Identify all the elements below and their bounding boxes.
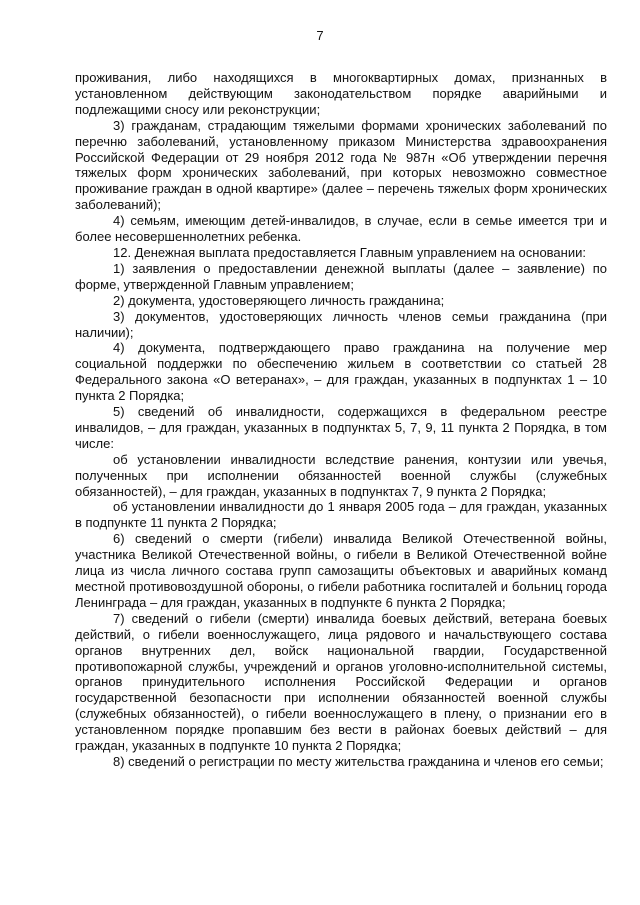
paragraph-continuation: проживания, либо находящихся в многоквартирных домах, признанных в установленном действующим законодательством порядке аварийными и подлежащими сносу или реконструкции; [75, 70, 607, 117]
paragraph-subitem-3: 3) документов, удостоверяющих личность членов семьи гражданина (при наличии); [75, 308, 607, 340]
paragraph-subitem-1: 1) заявления о предоставлении денежной выплаты (далее – заявление) по форме, утвержденной Главным управлением; [75, 260, 607, 292]
paragraph-section-12: 12. Денежная выплата предоставляется Главным управлением на основании: [113, 244, 586, 260]
paragraph-subitem-6: 6) сведений о смерти (гибели) инвалида Великой Отечественной войны, участника Великой Отечественной войны, о гибели в Великой Отечественной войне лица из числа личного состава групп самозащиты объектовых и аварийных команд местной противовоздушной обороны, о гибели работника госпиталей и больниц города Ленинграда – для граждан, указанных в подпункте 6 пункта 2 Порядка; [75, 531, 607, 610]
document-body [75, 70, 607, 770]
paragraph-subitem-7: 7) сведений о гибели (смерти) инвалида боевых действий, ветерана боевых действий, о гибели военнослужащего, лица рядового и начальствующего состава органов внутренних дел, войск национальной гвардии, Государственной противопожарной службы, учреждений и органов уголовно-исполнительной системы, органов принудительного исполнения Российской Федерации и органов государственной безопасности при исполнении обязанностей военной службы (служебных обязанностей), о гибели военнослужащего в плену, о признании его в установленном порядке пропавшим без вести в районах боевых действий – для граждан, указанных в подпункте 10 пункта 2 Порядка; [75, 610, 607, 754]
paragraph-item-3: 3) гражданам, страдающим тяжелыми формами хронических заболеваний по перечню заболеваний, установленному приказом Министерства здравоохранения Российской Федерации от 29 ноября 2012 года № 987н «Об утверждении перечня тяжелых форм хронических заболеваний, при которых невозможно совместное проживание граждан в одной квартире» (далее – перечень тяжелых форм хронических заболеваний); [75, 117, 607, 213]
paragraph-subitem-8: 8) сведений о регистрации по месту жительства гражданина и членов его семьи; [113, 753, 604, 769]
paragraph-subitem-5-b: об установлении инвалидности до 1 января 2005 года – для граждан, указанных в подпункте 11 пункта 2 Порядка; [75, 499, 607, 531]
paragraph-subitem-5-a: об установлении инвалидности вследствие ранения, контузии или увечья, полученных при исполнении обязанностей военной службы (служебных обязанностей), – для граждан, указанных в подпунктах 7, 9 пункта 2 Порядка; [75, 451, 607, 499]
paragraph-item-4: 4) семьям, имеющим детей-инвалидов, в случае, если в семье имеется три и более несовершеннолетних ребенка. [75, 213, 607, 245]
paragraph-subitem-5: 5) сведений об инвалидности, содержащихся в федеральном реестре инвалидов, – для граждан, указанных в подпунктах 5, 7, 9, 11 пункта 2 Порядка, в том числе: [75, 404, 607, 451]
paragraph-subitem-2: 2) документа, удостоверяющего личность гражданина; [113, 292, 445, 308]
paragraph-subitem-4: 4) документа, подтверждающего право гражданина на получение мер социальной поддержки по обеспечению жильем в соответствии со статьей 28 Федерального закона «О ветеранах», – для граждан, указанных в подпунктах 1 – 10 пункта 2 Порядка; [75, 340, 607, 404]
page-number: 7 [316, 28, 324, 43]
